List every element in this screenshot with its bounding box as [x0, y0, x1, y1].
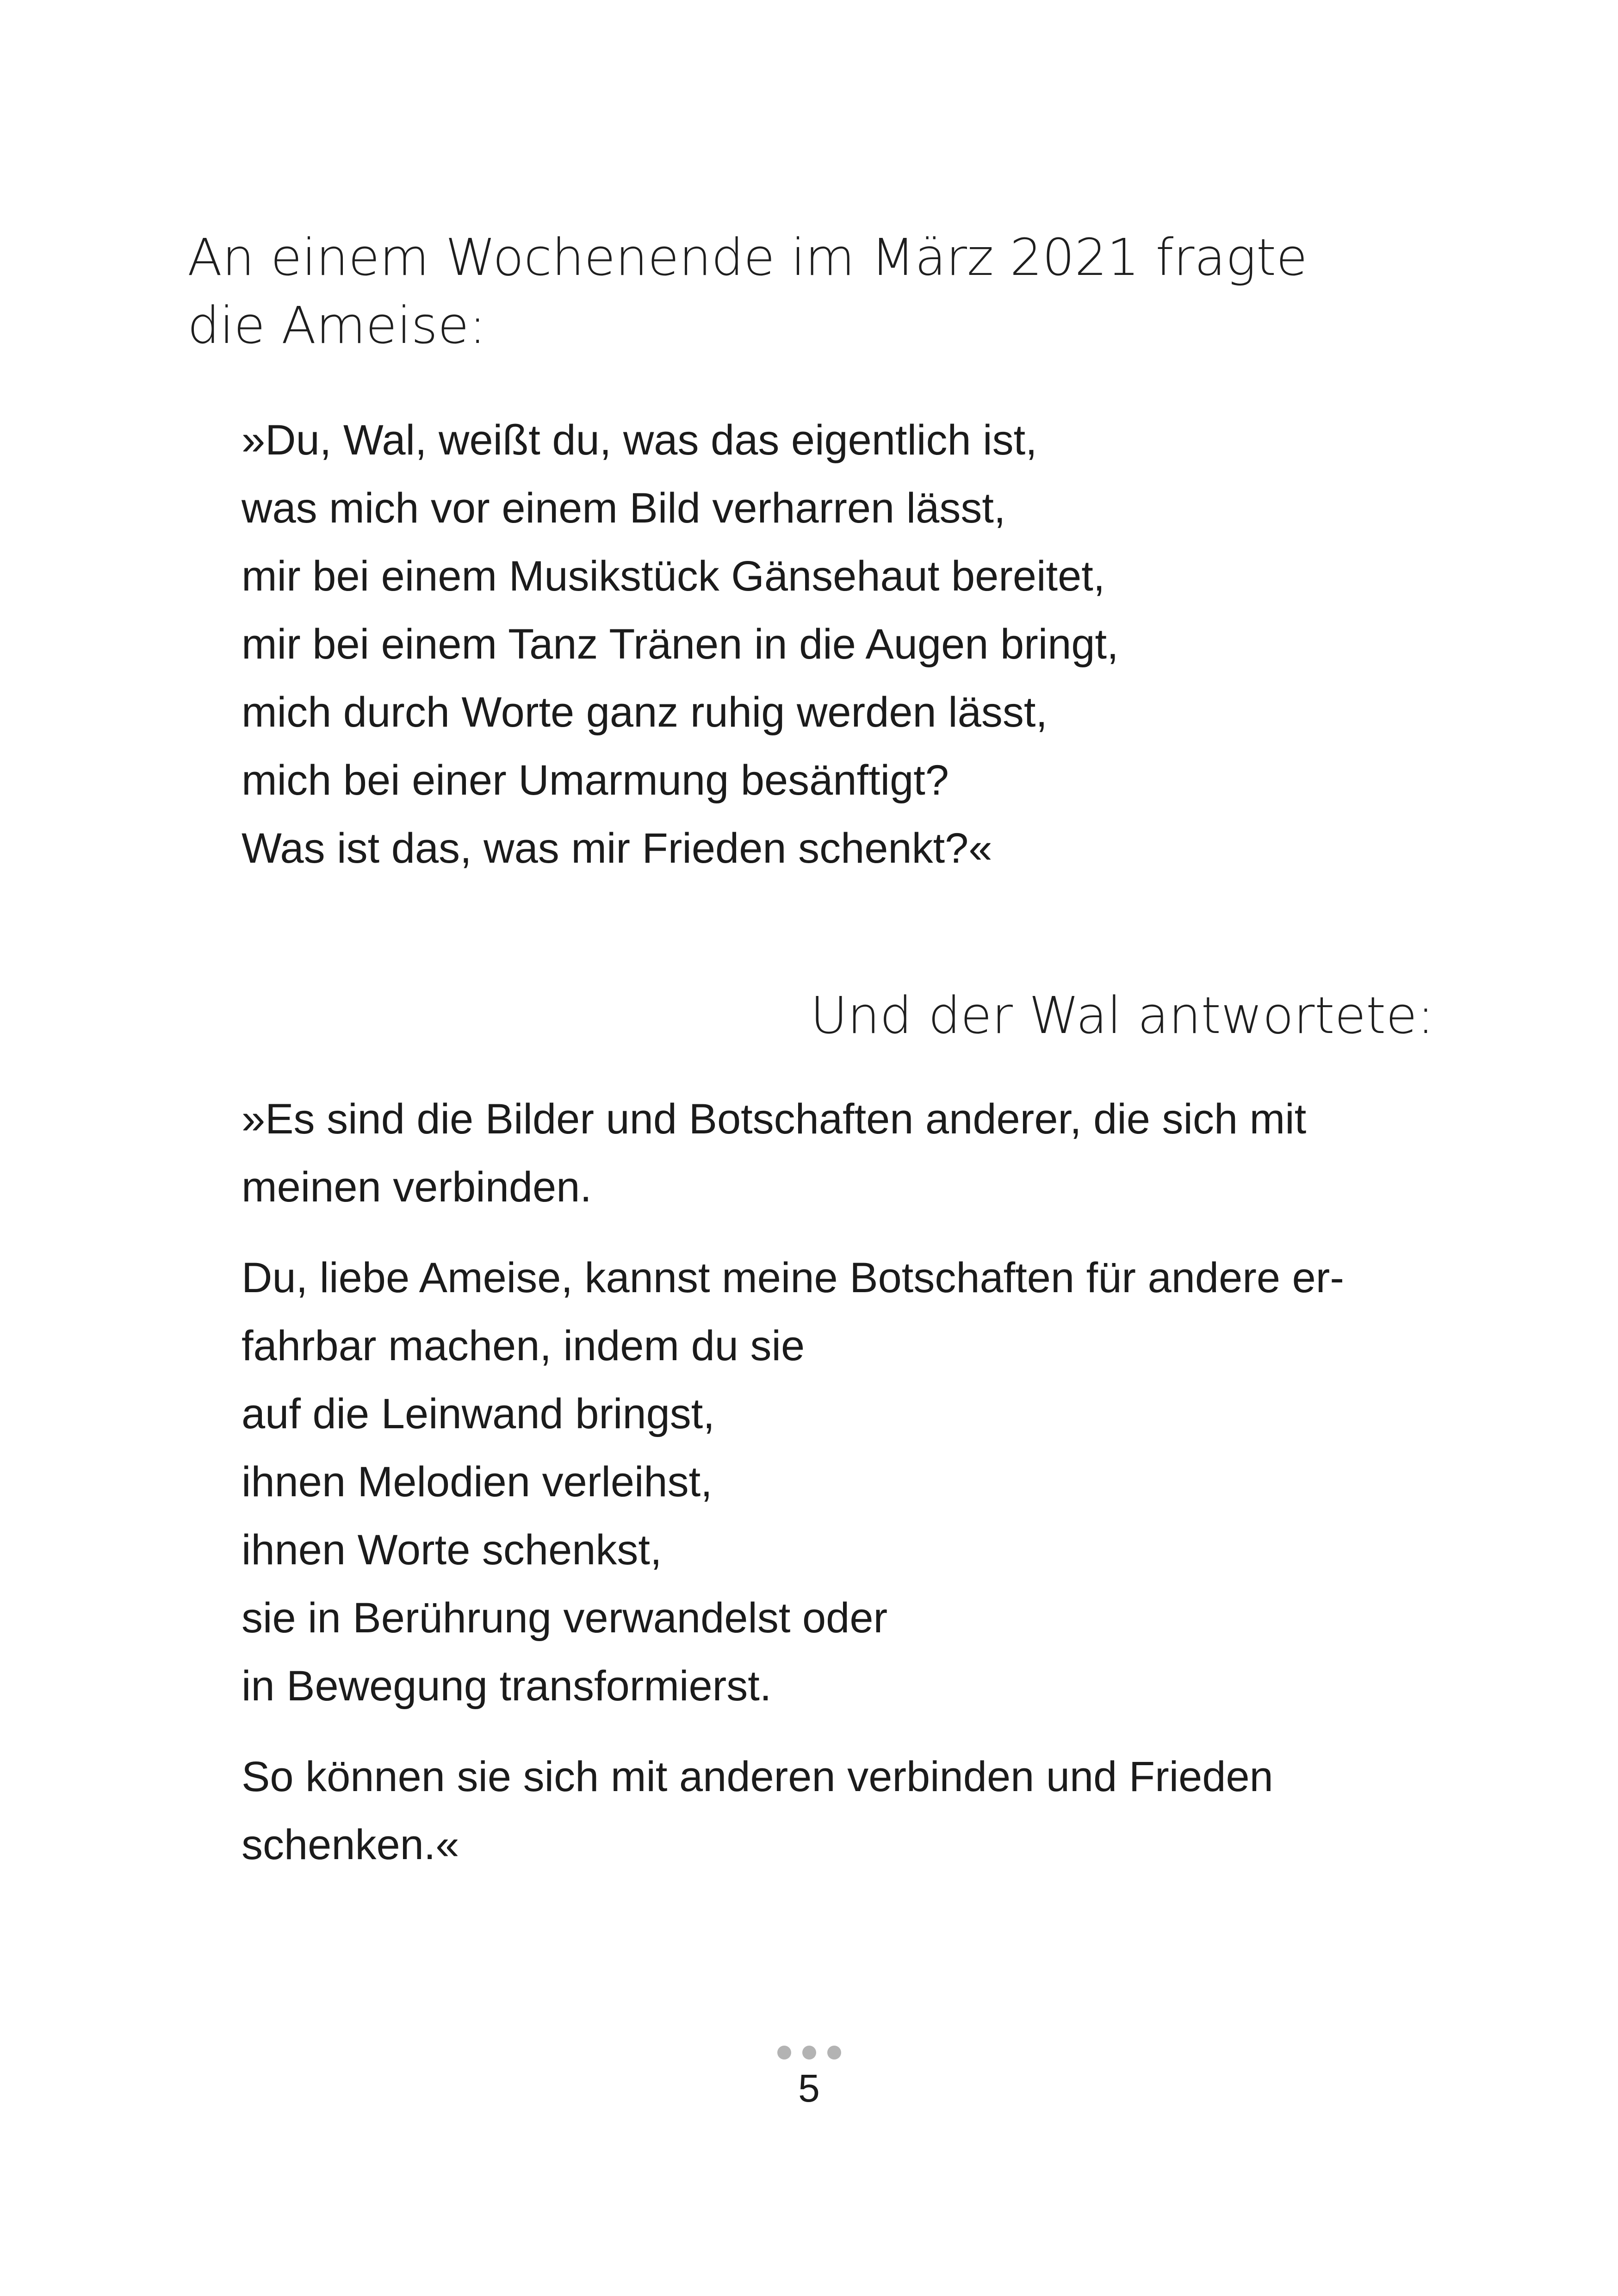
- ant-question: [242, 406, 1119, 883]
- three-dots-ornament: [0, 2046, 1618, 2060]
- ornament-dot: [802, 2046, 816, 2060]
- question-line: mich bei einer Umarmung besänftigt?: [242, 757, 949, 804]
- whale-answer-paragraph-1: [242, 1085, 1306, 1221]
- page-footer: [0, 2046, 1618, 2111]
- answer-line: Du, liebe Ameise, kannst meine Botschaften für andere er-: [242, 1254, 1345, 1301]
- answer-line: fahrbar machen, indem du sie: [242, 1322, 805, 1369]
- ornament-dot: [777, 2046, 791, 2060]
- question-line: »Du, Wal, weißt du, was das eigentlich ist,: [242, 417, 1037, 464]
- page-number: 5: [798, 2066, 820, 2110]
- answer-line: ihnen Melodien verleihst,: [242, 1458, 713, 1506]
- question-line: mir bei einem Musikstück Gänsehaut bereitet,: [242, 553, 1105, 600]
- answer-line: in Bewegung transformierst.: [242, 1662, 772, 1710]
- intro-line-1: An einem Wochenende im März 2021 fragte: [187, 228, 1308, 287]
- answer-line: auf die Leinwand bringst,: [242, 1390, 715, 1437]
- question-line: mir bei einem Tanz Tränen in die Augen bringt,: [242, 621, 1119, 668]
- whale-answer-paragraph-2: [242, 1244, 1344, 1720]
- answer-line: sie in Berührung verwandelst oder: [242, 1594, 888, 1642]
- whale-answer-paragraph-3: [242, 1743, 1273, 1879]
- ornament-dot: [827, 2046, 841, 2060]
- answer-line: schenken.«: [242, 1821, 459, 1868]
- question-line: was mich vor einem Bild verharren lässt,: [242, 485, 1006, 532]
- reply-heading: Und der Wal antwortete:: [810, 986, 1434, 1045]
- question-line: mich durch Worte ganz ruhig werden lässt,: [242, 689, 1048, 736]
- answer-line: ihnen Worte schenkst,: [242, 1526, 662, 1574]
- answer-line: »Es sind die Bilder und Botschaften anderer, die sich mit: [242, 1095, 1307, 1143]
- answer-line: meinen verbinden.: [242, 1164, 592, 1211]
- intro-heading: [187, 215, 1308, 355]
- question-line: Was ist das, was mir Frieden schenkt?«: [242, 825, 992, 872]
- intro-line-2: die Ameise:: [187, 296, 486, 355]
- answer-line: So können sie sich mit anderen verbinden und Frieden: [242, 1753, 1273, 1800]
